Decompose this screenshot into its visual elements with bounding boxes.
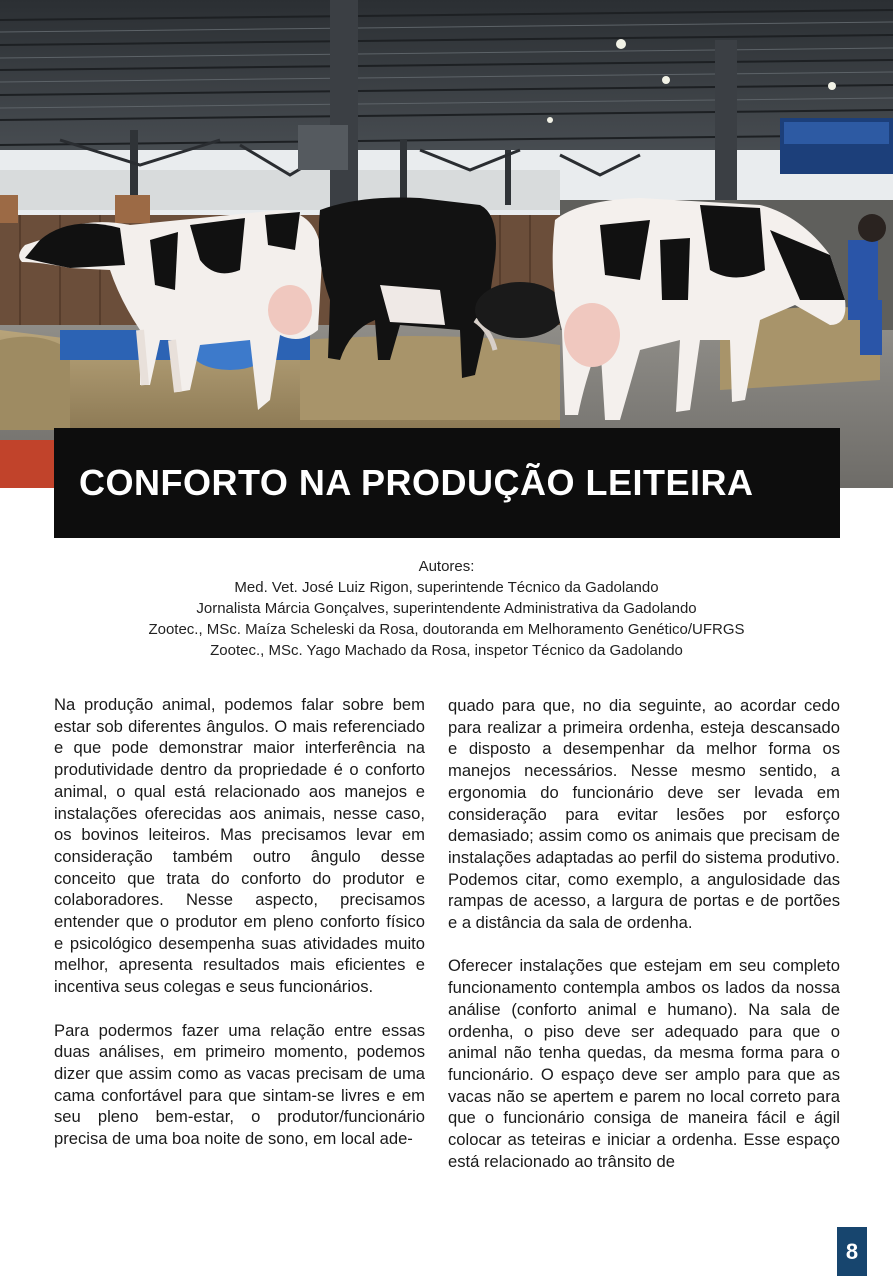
author-line: Zootec., MSc. Yago Machado da Rosa, inspetor Técnico da Gadolando — [210, 642, 683, 659]
article-title-bar — [54, 428, 840, 538]
body-paragraph: Oferecer instalações que estejam em seu completo funcionamento contempla ambos os lados da nossa análise (conforto animal e humano). Na sala de ordenha, o piso deve ser adequado para que o animal não tenha quedas, da mesma forma para o funcionário. O espaço deve ser amplo para que as vacas não se apertem e parem no local correto para que o funcionário consiga de maneira fácil e ágil colocar as teteiras e iniciar a ordenha. Esse espaço está relacionado ao trânsito de — [448, 956, 840, 1171]
body-paragraph: Na produção animal, podemos falar sobre bem estar sob diferentes ângulos. O mais referenciado e que pode demonstrar maior interferência na produtividade dentro da propriedade é o conforto animal, o qual está relacionado aos manejos e instalações oferecidas aos animais, nesse caso, os bovinos leiteiros. Mas precisamos levar em consideração também outro ângulo desse conceito que trata do conforto do produtor e colaboradores. Nesse aspecto, precisamos entender que o produtor em pleno conforto físico e psicológico desempenha suas atividades muito melhor, apresenta resultados mais eficientes e incentiva seus colegas e seus funcionários. — [54, 695, 425, 997]
body-paragraph: Para podermos fazer uma relação entre essas duas análises, em primeiro momento, podemos dizer que assim como as vacas precisam de uma cama confortável para que sintam-se livres e em seu pleno bem-estar, o produtor/funcionário precisa de uma boa noite de sono, em local ade- — [54, 1020, 425, 1149]
body-column-left — [54, 694, 425, 1150]
authors-block — [0, 556, 893, 661]
body-column-right — [448, 695, 840, 1172]
body-paragraph: quado para que, no dia seguinte, ao acordar cedo para realizar a primeira ordenha, esteja descansado e disposto a desempenhar da melhor forma os manejos necessários. Nesse mesmo sentido, a ergonomia do funcionário deve ser levada em consideração para evitar lesões por esforço demasiado; assim como os animais que precisam de instalações adaptadas ao perfil do sistema produtivo. Podemos citar, como exemplo, a angulosidade das rampas de acesso, a largura de portas e de portões e a distância da sala de ordenha. — [448, 696, 840, 933]
author-line: Zootec., MSc. Maíza Scheleski da Rosa, doutoranda em Melhoramento Genético/UFRGS — [148, 621, 745, 638]
article-title: CONFORTO NA PRODUÇÃO LEITEIRA — [79, 462, 754, 503]
author-line: Med. Vet. José Luiz Rigon, superintende Técnico da Gadolando — [234, 579, 659, 596]
page-number: 8 — [837, 1227, 867, 1276]
author-line: Jornalista Márcia Gonçalves, superintendente Administrativa da Gadolando — [196, 600, 697, 617]
header-photo — [0, 0, 893, 488]
dairy-cows-barn-image — [0, 0, 893, 488]
authors-heading: Autores: — [418, 558, 475, 575]
